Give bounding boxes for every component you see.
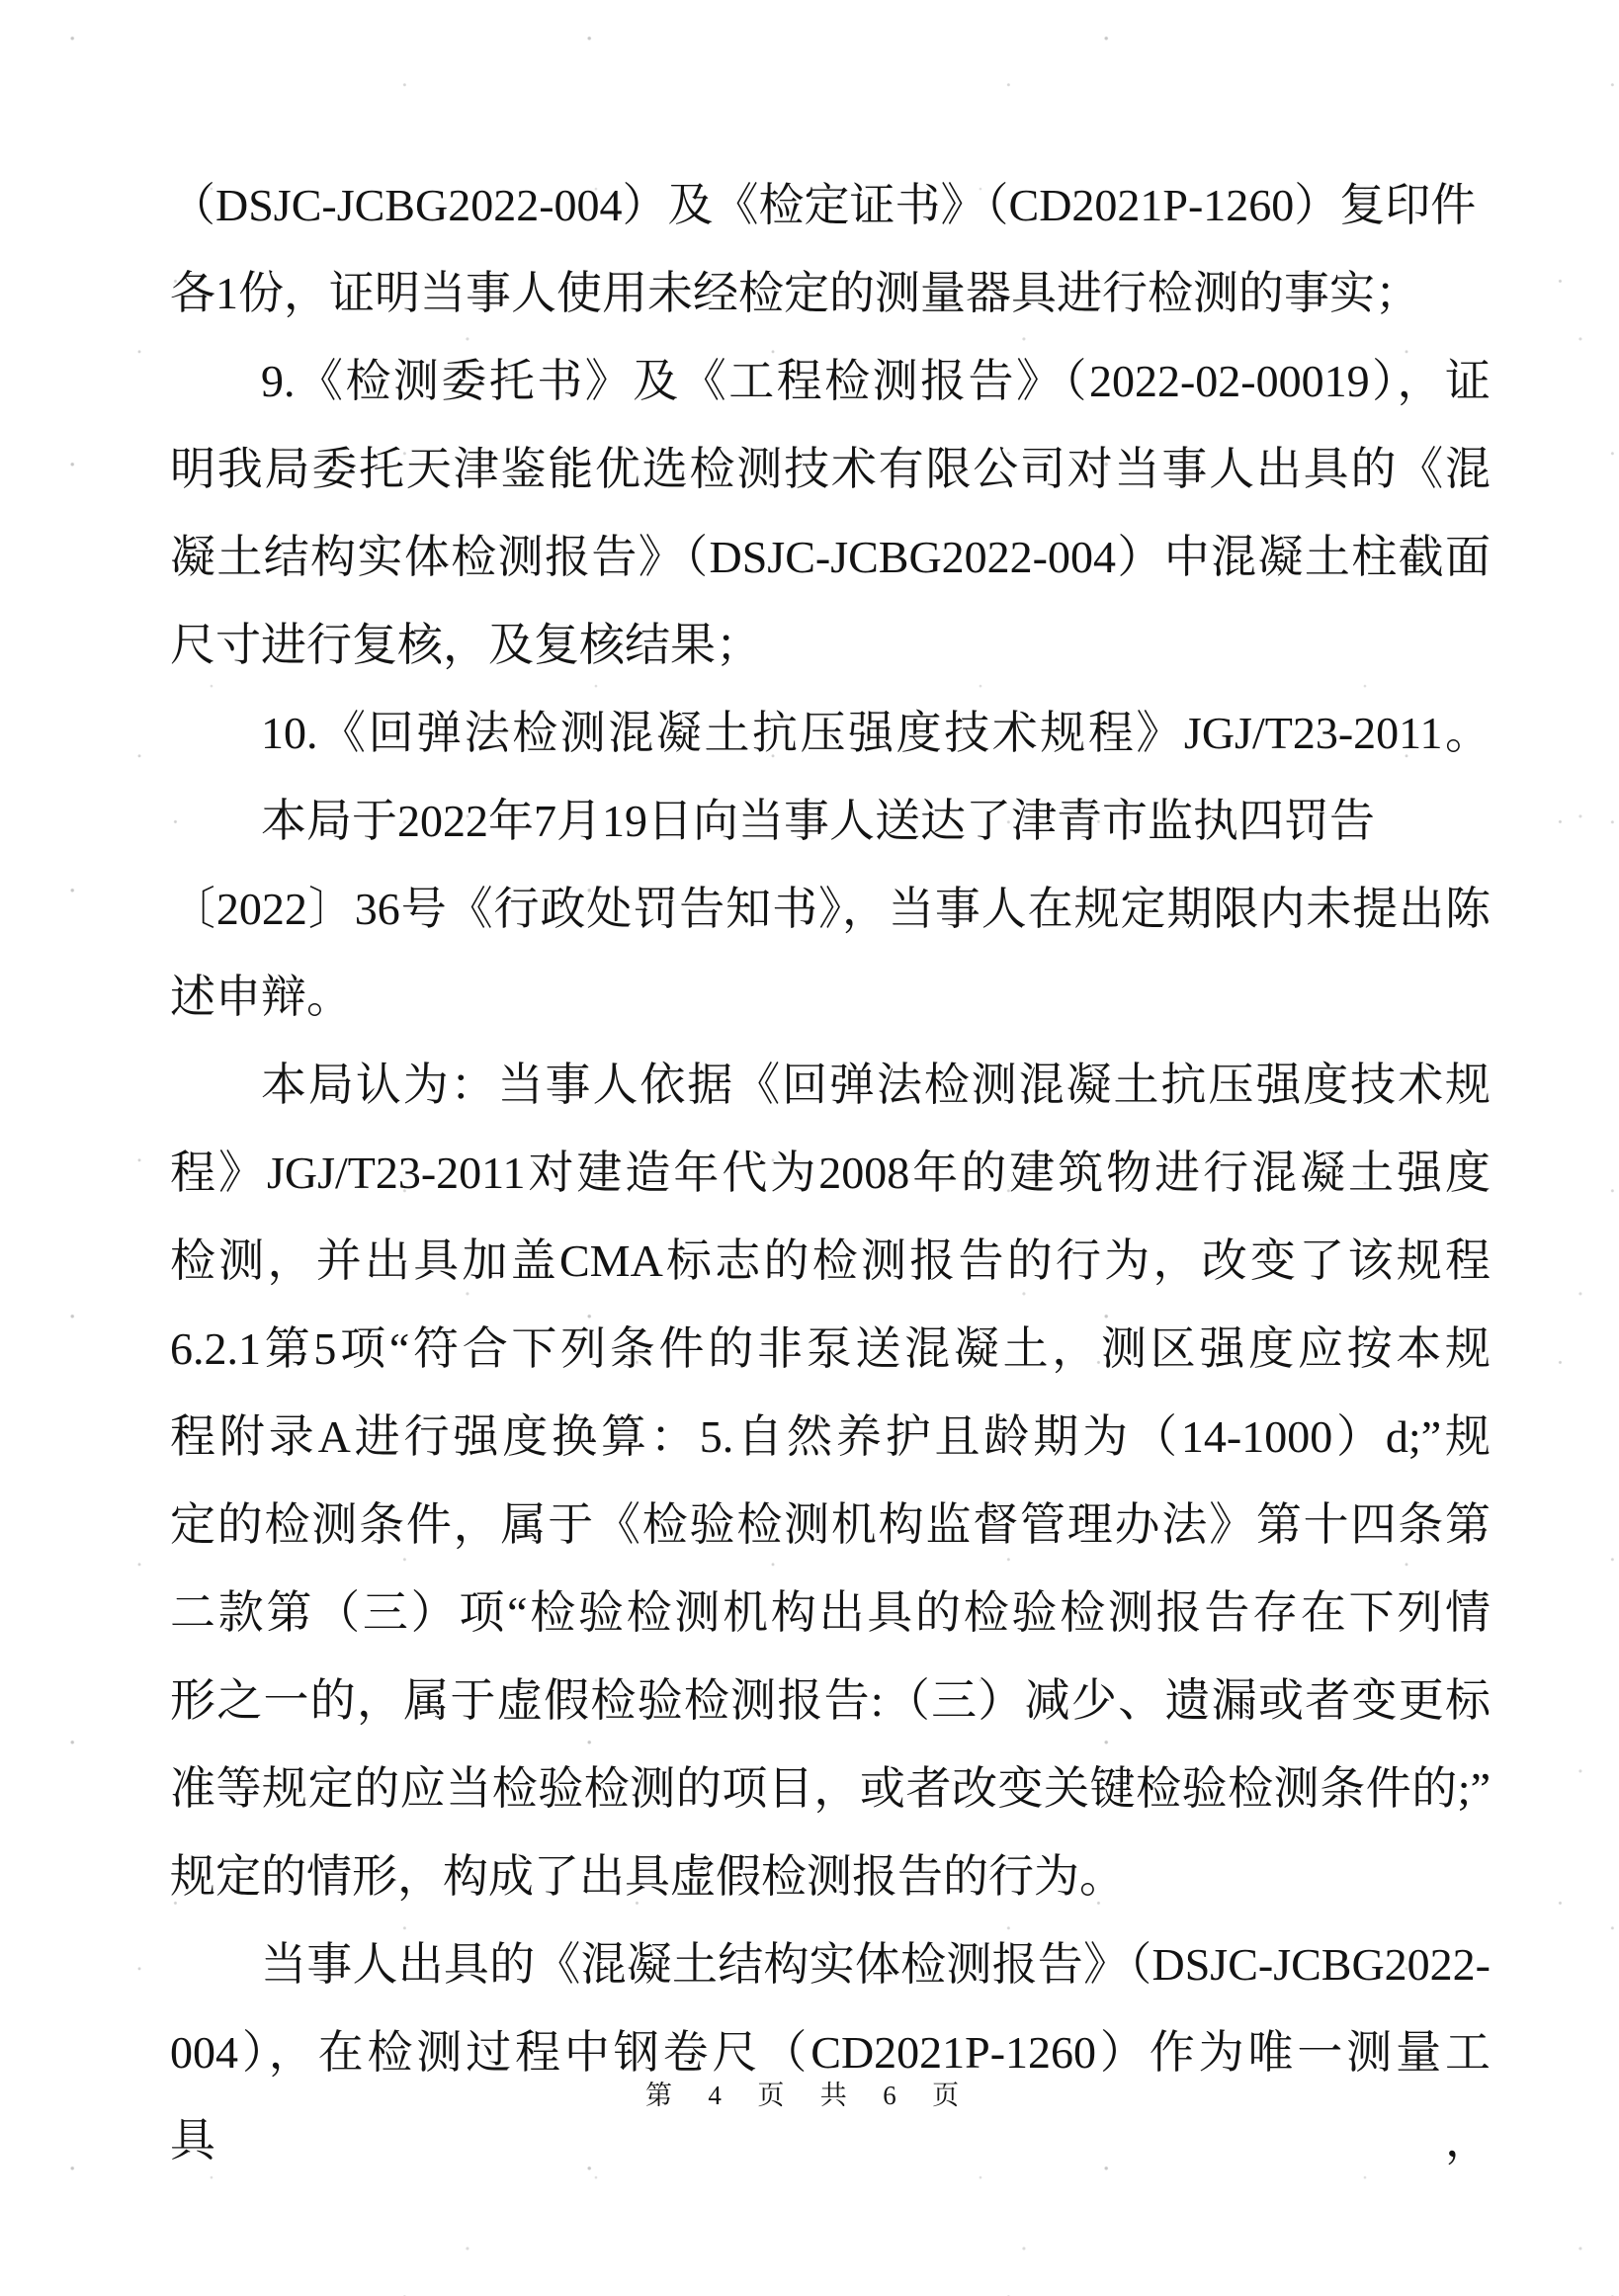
document-line: 尺寸进行复核，及复核结果； bbox=[170, 620, 761, 670]
document-line: 10.《回弹法检测混凝土抗压强度技术规程》JGJ/T23-2011。 bbox=[261, 708, 1491, 758]
document-line: 6.2.1第5项“符合下列条件的非泵送混凝土，测区强度应按本规 bbox=[170, 1323, 1491, 1374]
document-line: 本局认为：当事人依据《回弹法检测混凝土抗压强度技术规 bbox=[261, 1060, 1491, 1110]
document-body bbox=[170, 161, 1491, 2166]
document-line: 定的检测条件，属于《检验检测机构监督管理办法》第十四条第 bbox=[170, 1499, 1491, 1550]
document-line: 当事人出具的《混凝土结构实体检测报告》（DSJC-JCBG2022- bbox=[261, 1939, 1491, 1990]
page-number: 第 4 页 共 6 页 bbox=[644, 2081, 975, 2110]
document-line: 各1份，证明当事人使用未经检定的测量器具进行检测的事实； bbox=[170, 268, 1420, 318]
document-line: 004），在检测过程中钢卷尺（CD2021P-1260）作为唯一测量工具， bbox=[170, 2027, 1491, 2166]
document-line: 凝土结构实体检测报告》（DSJC-JCBG2022-004）中混凝土柱截面 bbox=[170, 532, 1491, 582]
document-line: 述申辩。 bbox=[170, 972, 352, 1022]
document-line: 二款第（三）项“检验检测机构出具的检验检测报告存在下列情 bbox=[170, 1587, 1491, 1638]
document-line: 9.《检测委托书》及《工程检测报告》（2022-02-00019），证 bbox=[261, 356, 1491, 406]
document-line: 检测，并出具加盖CMA标志的检测报告的行为，改变了该规程 bbox=[170, 1235, 1491, 1286]
document-line: 明我局委托天津鉴能优选检测技术有限公司对当事人出具的《混 bbox=[170, 444, 1491, 494]
document-line: 〔2022〕36号《行政处罚告知书》，当事人在规定期限内未提出陈 bbox=[170, 884, 1491, 934]
document-line: 规定的情形，构成了出具虚假检测报告的行为。 bbox=[170, 1851, 1125, 1902]
document-line: 程附录A进行强度换算：5.自然养护且龄期为（14-1000）d;”规 bbox=[170, 1411, 1491, 1462]
document-line: 准等规定的应当检验检测的项目，或者改变关键检验检测条件的;” bbox=[170, 1763, 1491, 1814]
document-line: 程》JGJ/T23-2011对建造年代为2008年的建筑物进行混凝土强度 bbox=[170, 1148, 1491, 1198]
document-line: 本局于2022年7月19日向当事人送达了津青市监执四罚告 bbox=[261, 796, 1375, 846]
document-line: 形之一的，属于虚假检验检测报告:（三）减少、遗漏或者变更标 bbox=[170, 1675, 1491, 1726]
document-line: （DSJC-JCBG2022-004）及《检定证书》（CD2021P-1260）复印件 bbox=[170, 180, 1477, 230]
